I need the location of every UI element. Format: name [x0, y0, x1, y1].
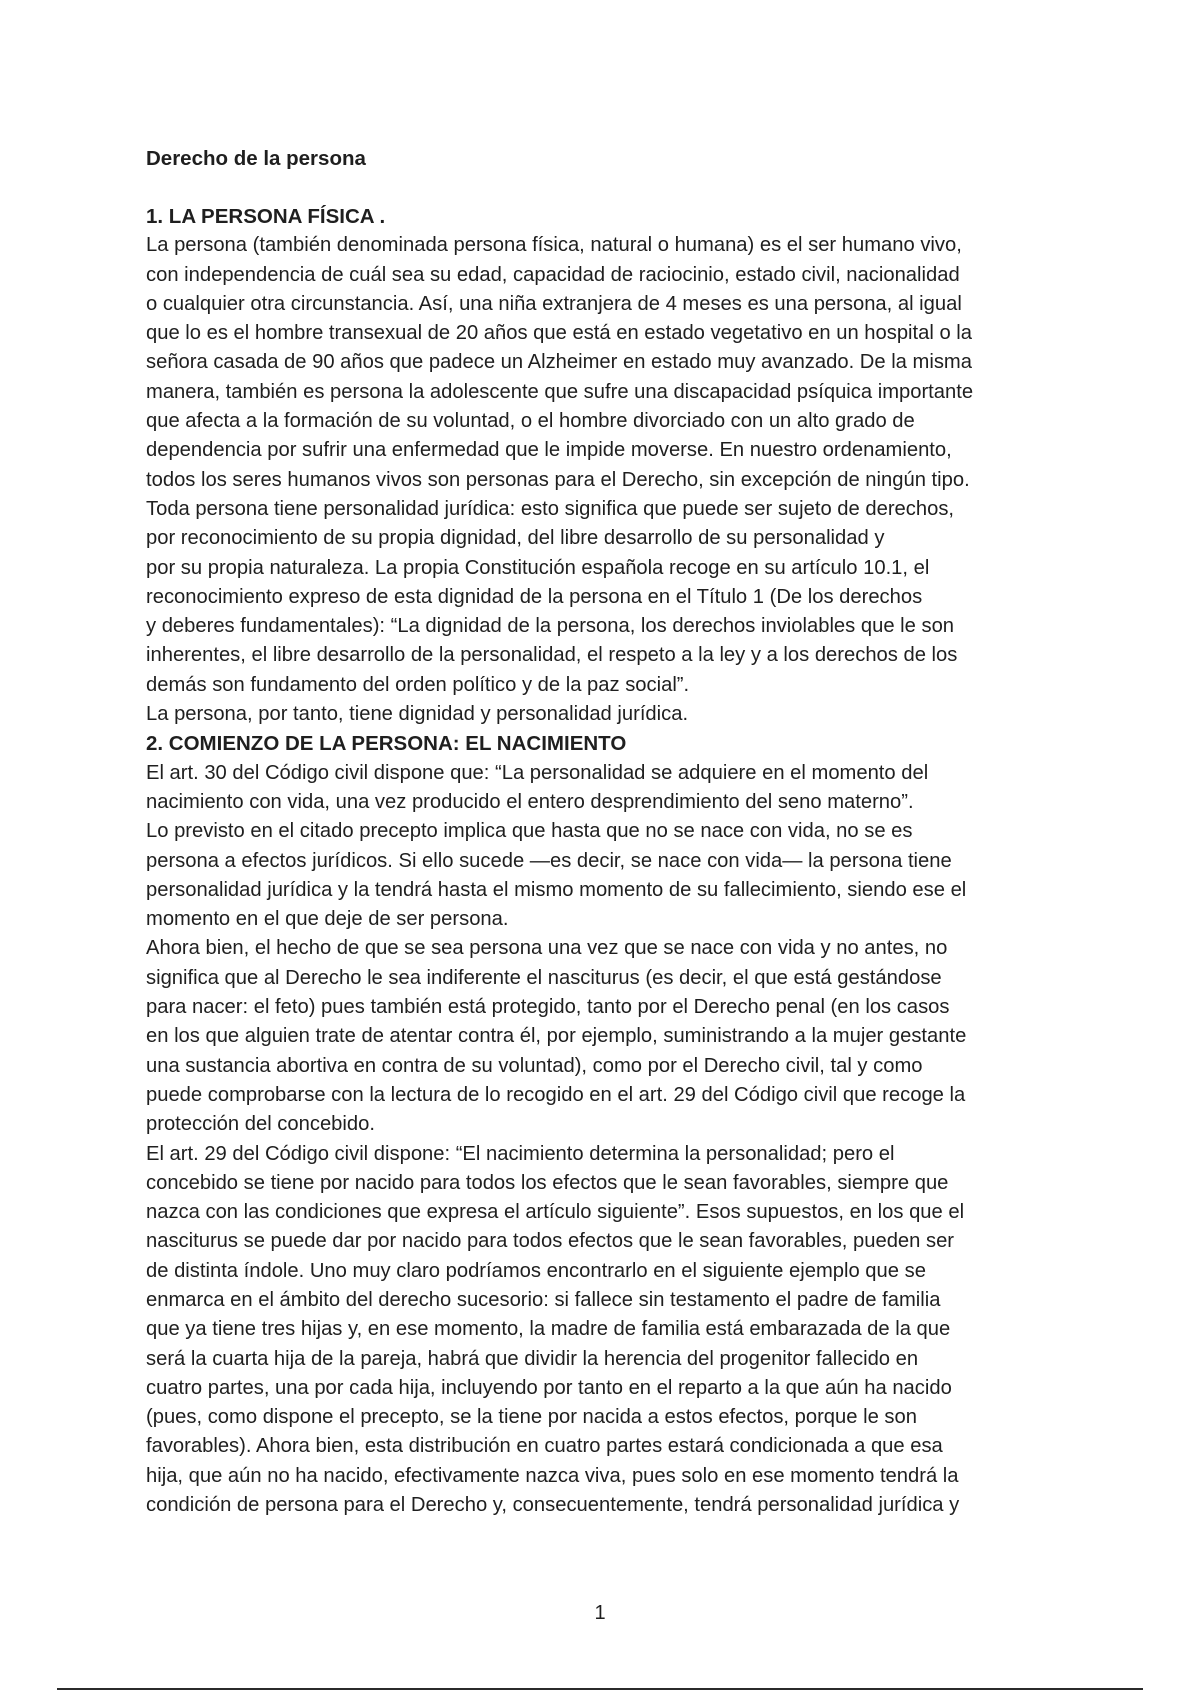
- text-line: cuatro partes, una por cada hija, incluyendo por tanto en el reparto a la que aún ha nacido: [146, 1376, 952, 1399]
- section-body: [146, 759, 1066, 1521]
- text-line: que ya tiene tres hijas y, en ese momento, la madre de familia está embarazada de la que: [146, 1318, 951, 1341]
- page-number: 1: [594, 1602, 606, 1624]
- text-line: todos los seres humanos vivos son personas para el Derecho, sin excepción de ningún tipo.: [146, 468, 970, 491]
- section-comienzo-persona: [146, 729, 1066, 1520]
- text-line: protección del concebido.: [146, 1113, 375, 1136]
- text-line: señora casada de 90 años que padece un Alzheimer en estado muy avanzado. De la misma: [146, 351, 972, 374]
- text-line: La persona, por tanto, tiene dignidad y personalidad jurídica.: [146, 703, 689, 726]
- text-line: momento en el que deje de ser persona.: [146, 908, 509, 931]
- text-line: con independencia de cuál sea su edad, capacidad de raciocinio, estado civil, nacionalidad: [146, 263, 960, 286]
- text-line: significa que al Derecho le sea indiferente el nasciturus (es decir, el que está gestándose: [146, 966, 942, 989]
- text-line: dependencia por sufrir una enfermedad que le impide moverse. En nuestro ordenamiento,: [146, 439, 952, 462]
- text-line: enmarca en el ámbito del derecho sucesorio: si fallece sin testamento el padre de familia: [146, 1288, 941, 1311]
- text-line: persona a efectos jurídicos. Si ello sucede —es decir, se nace con vida— la persona tiene: [146, 849, 952, 872]
- text-line: Toda persona tiene personalidad jurídica: esto significa que puede ser sujeto de derechos,: [146, 497, 955, 520]
- text-line: o cualquier otra circunstancia. Así, una niña extranjera de 4 meses es una persona, al igual: [146, 292, 962, 315]
- text-line: favorables). Ahora bien, esta distribución en cuatro partes estará condicionada a que esa: [146, 1435, 943, 1458]
- text-line: que afecta a la formación de su voluntad, o el hombre divorciado con un alto grado de: [146, 410, 915, 433]
- text-line: que lo es el hombre transexual de 20 años que está en estado vegetativo en un hospital o la: [146, 322, 973, 345]
- section-persona-fisica: [146, 202, 1066, 729]
- document-title: Derecho de la persona: [146, 147, 366, 170]
- text-line: Lo previsto en el citado precepto implica que hasta que no se nace con vida, no se es: [146, 820, 913, 843]
- text-line: El art. 29 del Código civil dispone: “El nacimiento determina la personalidad; pero el: [146, 1142, 895, 1165]
- text-line: será la cuarta hija de la pareja, habrá que dividir la herencia del progenitor fallecido en: [146, 1347, 919, 1370]
- text-line: (pues, como dispone el precepto, se la tiene por nacida a estos efectos, porque le son: [146, 1406, 917, 1429]
- text-line: reconocimiento expreso de esta dignidad de la persona en el Título 1 (De los derechos: [146, 585, 923, 608]
- text-line: por su propia naturaleza. La propia Constitución española recoge en su artículo 10.1, el: [146, 556, 930, 579]
- section-heading: 1. LA PERSONA FÍSICA .: [146, 205, 386, 228]
- text-line: demás son fundamento del orden político y de la paz social”.: [146, 673, 690, 696]
- text-line: de distinta índole. Uno muy claro podríamos encontrarlo en el siguiente ejemplo que se: [146, 1259, 926, 1282]
- text-line: y deberes fundamentales): “La dignidad de la persona, los derechos inviolables que le son: [146, 615, 955, 638]
- document-body: [146, 144, 1066, 1520]
- text-line: La persona (también denominada persona física, natural o humana) es el ser humano vivo,: [146, 234, 962, 257]
- text-line: concebido se tiene por nacido para todos los efectos que le sean favorables, siempre que: [146, 1171, 949, 1194]
- footer-rule: [57, 1688, 1143, 1690]
- text-line: inherentes, el libre desarrollo de la personalidad, el respeto a la ley y a los derechos de los: [146, 644, 958, 667]
- section-body: [146, 231, 1066, 729]
- text-line: personalidad jurídica y la tendrá hasta el mismo momento de su fallecimiento, siendo ese el: [146, 878, 967, 901]
- text-line: hija, que aún no ha nacido, efectivamente nazca viva, pues solo en ese momento tendrá la: [146, 1464, 959, 1487]
- section-heading: 2. COMIENZO DE LA PERSONA: EL NACIMIENTO: [146, 732, 627, 756]
- text-line: nazca con las condiciones que expresa el artículo siguiente”. Esos supuestos, en los que el: [146, 1201, 965, 1224]
- text-line: por reconocimiento de su propia dignidad, del libre desarrollo de su personalidad y: [146, 527, 885, 550]
- text-line: Ahora bien, el hecho de que se sea persona una vez que se nace con vida y no antes, no: [146, 937, 948, 960]
- text-line: nacimiento con vida, una vez producido el entero desprendimiento del seno materno”.: [146, 790, 914, 813]
- text-line: El art. 30 del Código civil dispone que: “La personalidad se adquiere en el momento del: [146, 761, 929, 784]
- text-line: para nacer: el feto) pues también está protegido, tanto por el Derecho penal (en los casos: [146, 996, 950, 1019]
- text-line: una sustancia abortiva en contra de su voluntad), como por el Derecho civil, tal y como: [146, 1054, 923, 1077]
- text-line: en los que alguien trate de atentar contra él, por ejemplo, suministrando a la mujer gestante: [146, 1025, 967, 1048]
- text-line: puede comprobarse con la lectura de lo recogido en el art. 29 del Código civil que recoge la: [146, 1083, 966, 1106]
- text-line: nasciturus se puede dar por nacido para todos efectos que le sean favorables, pueden ser: [146, 1230, 955, 1253]
- text-line: manera, también es persona la adolescente que sufre una discapacidad psíquica importante: [146, 380, 974, 403]
- text-line: condición de persona para el Derecho y, consecuentemente, tendrá personalidad jurídica y: [146, 1494, 960, 1517]
